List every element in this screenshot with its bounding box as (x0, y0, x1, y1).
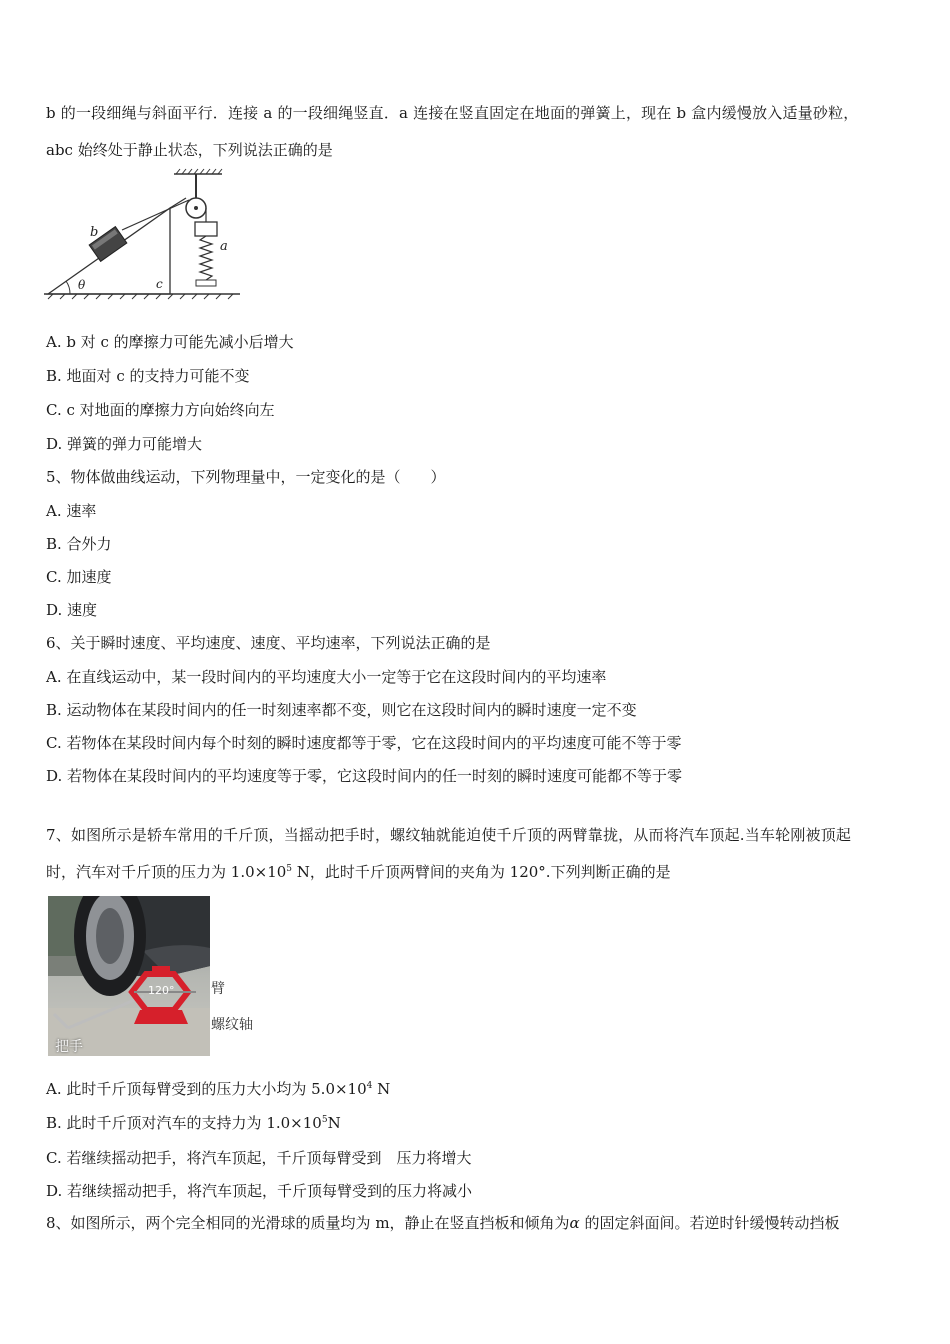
q8-stem (46, 1212, 839, 1234)
q7-option-b-exp: 5 (321, 1115, 328, 1125)
label-angle: 120° (148, 984, 175, 997)
q4-stem-line1: b 的一段细绳与斜面平行．连接 a 的一段细绳竖直．a 连接在竖直固定在地面的弹簧上，现在 b 盒内缓慢放入适量砂粒， (46, 104, 859, 122)
q5-stem: 5、物体做曲线运动，下列物理量中，一定变化的是（ ） (46, 468, 446, 486)
label-theta: θ (78, 278, 86, 292)
car-jack-photo (48, 896, 210, 1056)
label-c: c (156, 277, 163, 291)
q7-stem-line1: 7、如图所示是轿车常用的千斤顶，当摇动把手时，螺纹轴就能迫使千斤顶的两臂靠拢，从而将汽车顶起.当车轮刚被顶起 (46, 826, 852, 844)
q7-stem-line2-pre: 时，汽车对千斤顶的压力为 1.0×10 (46, 863, 287, 881)
q6-option-b: B. 运动物体在某段时间内的任一时刻速率都不变，则它在这段时间内的瞬时速度一定不变 (46, 701, 637, 719)
label-handle: 把手 (55, 1039, 83, 1055)
label-arm: 臂 (211, 981, 225, 997)
q6-option-d: D. 若物体在某段时间内的平均速度等于零，它这段时间内的任一时刻的瞬时速度可能都不等于零 (46, 767, 683, 785)
q8-stem-post: 的固定斜面间。若逆时针缓慢转动挡板 (579, 1214, 840, 1232)
q7-option-b-post: N (327, 1114, 341, 1132)
q7-option-b (46, 1112, 341, 1134)
q4-option-c: C. c 对地面的摩擦力方向始终向左 (46, 401, 275, 419)
label-b: b (90, 225, 99, 240)
q5-option-d: D. 速度 (46, 601, 98, 619)
incline-diagram (44, 168, 244, 303)
label-a: a (220, 239, 228, 254)
q7-option-a (46, 1078, 390, 1100)
q7-option-a-exp: 4 (366, 1081, 373, 1091)
q5-option-c: C. 加速度 (46, 568, 112, 586)
q8-alpha: α (569, 1214, 580, 1232)
q6-stem: 6、关于瞬时速度、平均速度、速度、平均速率，下列说法正确的是 (46, 634, 491, 652)
q7-stem-line2-post: N，此时千斤顶两臂间的夹角为 120°.下列判断正确的是 (292, 863, 671, 881)
q6-option-a: A. 在直线运动中，某一段时间内的平均速度大小一定等于它在这段时间内的平均速率 (46, 668, 607, 686)
q4-stem-line2: abc 始终处于静止状态，下列说法正确的是 (46, 141, 333, 159)
q7-option-c: C. 若继续摇动把手，将汽车顶起，千斤顶每臂受到 压力将增大 (46, 1149, 472, 1167)
q7-stem-line2 (46, 861, 671, 883)
q5-option-b: B. 合外力 (46, 535, 112, 553)
car-jack-figure (48, 896, 263, 1056)
label-screw: 螺纹轴 (211, 1017, 253, 1033)
q5-option-a: A. 速率 (46, 502, 97, 520)
q4-option-b: B. 地面对 c 的支持力可能不变 (46, 367, 250, 385)
q7-stem-line2-exp: 5 (286, 864, 293, 874)
q6-option-c: C. 若物体在某段时间内每个时刻的瞬时速度都等于零，它在这段时间内的平均速度可能不等于零 (46, 734, 682, 752)
q7-option-b-pre: B. 此时千斤顶对汽车的支持力为 1.0×10 (46, 1114, 322, 1132)
q4-option-d: D. 弹簧的弹力可能增大 (46, 435, 203, 453)
q4-option-a: A. b 对 c 的摩擦力可能先减小后增大 (46, 333, 294, 351)
q7-option-a-post: N (372, 1080, 391, 1098)
q7-option-a-pre: A. 此时千斤顶每臂受到的压力大小均为 5.0×10 (46, 1080, 367, 1098)
q8-stem-pre: 8、如图所示，两个完全相同的光滑球的质量均为 m，静止在竖直挡板和倾角为 (46, 1214, 570, 1232)
incline-pulley-figure (44, 168, 244, 303)
q7-option-d: D. 若继续摇动把手，将汽车顶起，千斤顶每臂受到的压力将减小 (46, 1182, 473, 1200)
